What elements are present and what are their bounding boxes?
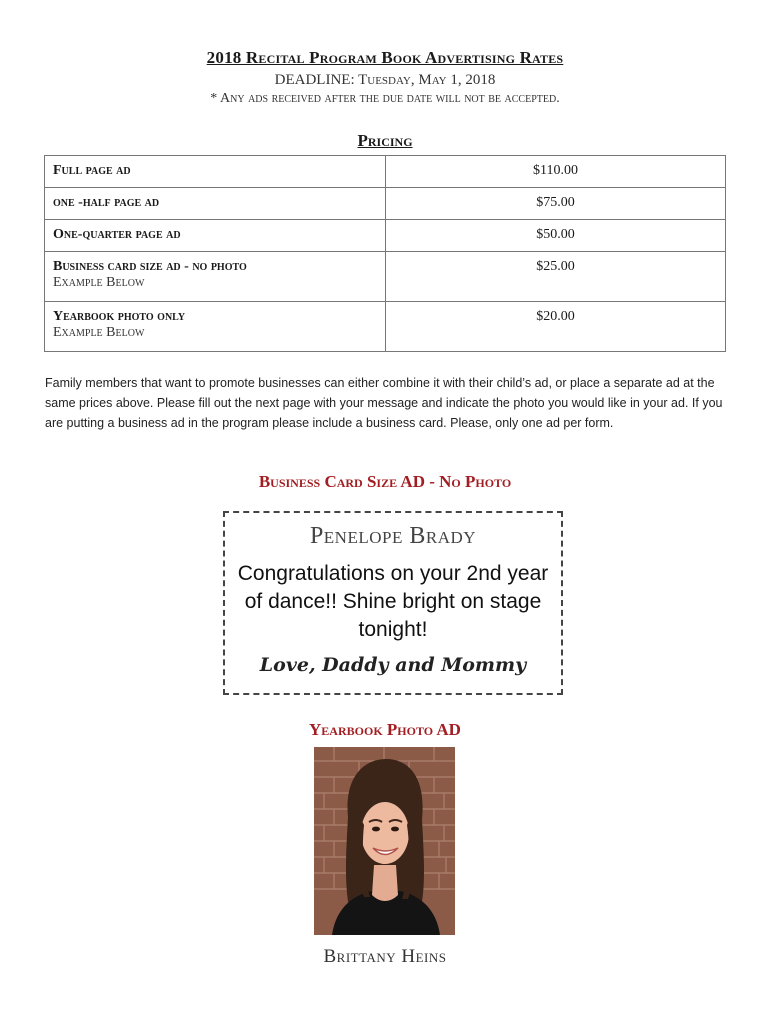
instructions-paragraph: Family members that want to promote businesses can either combine it with their child’s ad, or place a separate ad at the same prices above. Please fill out the next page with your message and indicate the photo you would like in your ad. If you are putting a business ad in the program please include a business card. Please, only one ad per form. bbox=[45, 376, 723, 430]
ad-type-label: Full page ad bbox=[53, 163, 131, 178]
table-row bbox=[45, 156, 726, 188]
card-message: Congratulations on your 2nd year of dance!! Shine bright on stage tonight! bbox=[237, 562, 549, 641]
table-row bbox=[45, 220, 726, 252]
card-name: Penelope Brady bbox=[309, 523, 477, 549]
business-card-example bbox=[223, 511, 563, 695]
page-title: 2018 Recital Program Book Advertising Rates bbox=[206, 48, 564, 67]
ad-price: $75.00 bbox=[386, 188, 726, 220]
photo-caption-name: Brittany Heins bbox=[323, 946, 447, 967]
ad-price: $50.00 bbox=[386, 220, 726, 252]
deadline-text: DEADLINE: Tuesday, May 1, 2018 bbox=[274, 72, 496, 88]
table-row bbox=[45, 188, 726, 220]
yearbook-heading: Yearbook Photo AD bbox=[309, 720, 461, 739]
card-signature: Love, Daddy and Mommy bbox=[259, 654, 527, 676]
pricing-heading: Pricing bbox=[357, 131, 413, 150]
table-row bbox=[45, 252, 726, 302]
ad-type-label: Business card size ad - no photo bbox=[53, 259, 247, 274]
ad-type-note: Example Below bbox=[53, 275, 145, 290]
ad-type-label: Yearbook photo only bbox=[53, 309, 186, 324]
business-card-heading: Business Card Size AD - No Photo bbox=[258, 472, 512, 491]
ad-price: $110.00 bbox=[386, 156, 726, 188]
ad-price: $20.00 bbox=[386, 302, 726, 352]
ad-type-note: Example Below bbox=[53, 325, 145, 340]
yearbook-photo bbox=[314, 747, 455, 935]
ad-type-label: One-quarter page ad bbox=[53, 227, 181, 242]
table-row bbox=[45, 302, 726, 352]
late-ads-note: * Any ads received after the due date will not be accepted. bbox=[210, 91, 560, 106]
pricing-table bbox=[44, 155, 726, 352]
ad-price: $25.00 bbox=[386, 252, 726, 302]
ad-type-label: one -half page ad bbox=[53, 195, 160, 210]
